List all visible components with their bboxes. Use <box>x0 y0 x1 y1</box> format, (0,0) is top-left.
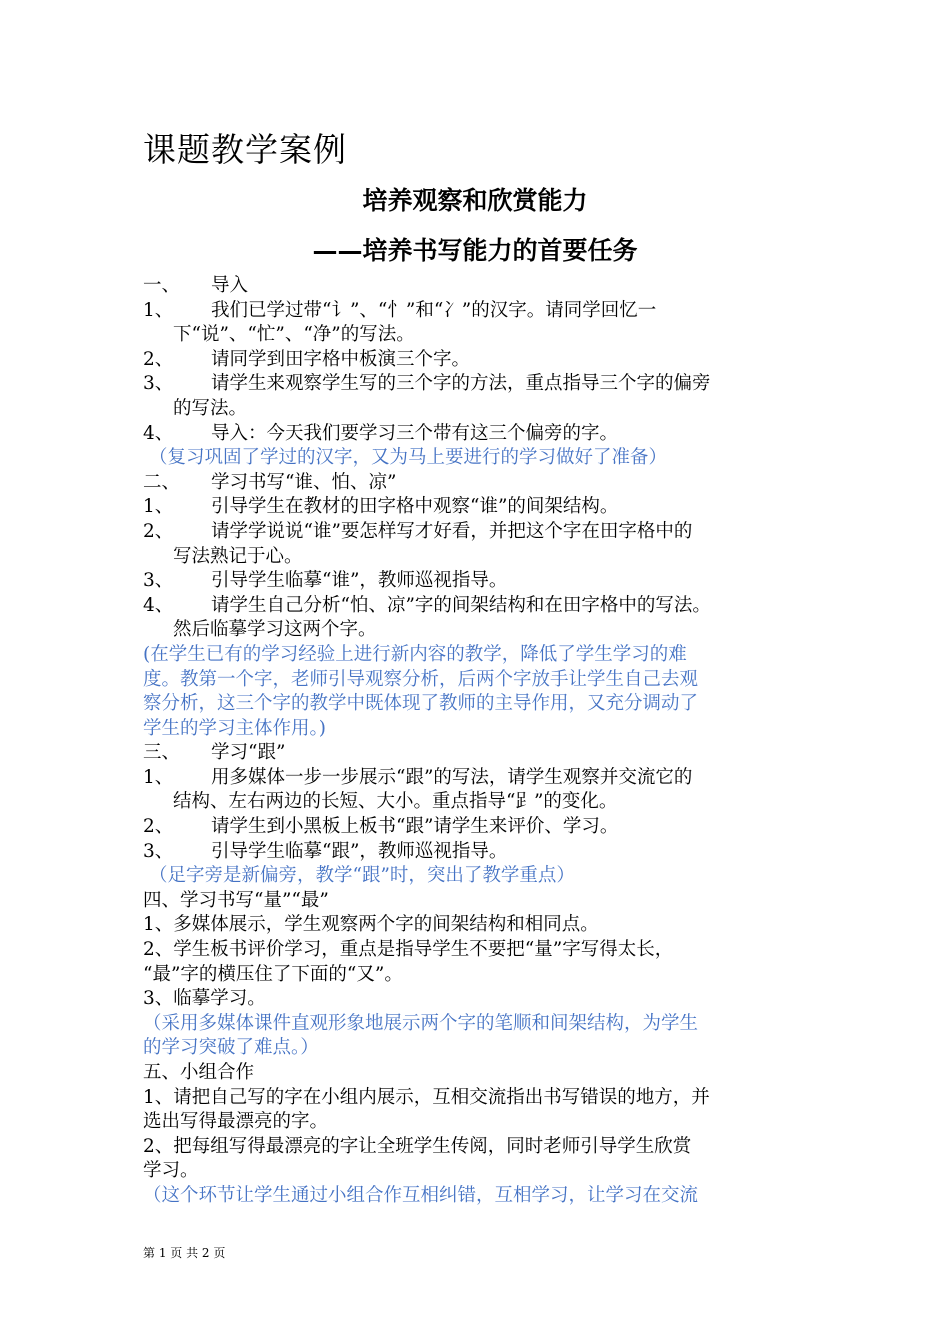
item-number: 2、 <box>143 520 174 542</box>
list-item <box>143 569 811 594</box>
item-continuation: 然后临摹学习这两个字。 <box>173 619 377 641</box>
document-title: 课题教学案例 <box>143 130 347 169</box>
item-text: 用多媒体一步一步展示“跟”的写法，请学生观察并交流它的 <box>211 766 693 788</box>
annotation-note: 度。教第一个字，老师引导观察分析，后两个字放手让学生自己去观 <box>143 668 699 690</box>
section-number: 一、 <box>143 275 181 296</box>
item-text: 请同学到田字格中板演三个字。 <box>211 348 471 370</box>
section-3-heading <box>143 741 811 766</box>
sub-heading: ——培养书写能力的首要任务 <box>312 236 638 265</box>
annotation-note: （这个环节让学生通过小组合作互相纠错，互相学习，让学习在交流 <box>143 1184 699 1206</box>
item-number: 3、 <box>143 840 174 862</box>
item-text: 请学生到小黑板上板书“跟”请学生来评价、学习。 <box>211 816 619 838</box>
list-item <box>143 422 811 447</box>
list-item <box>143 299 811 324</box>
main-heading: 培养观察和欣赏能力 <box>362 186 588 215</box>
item-text: 请学学说说“谁”要怎样写才好看，并把这个字在田字格中的 <box>211 520 693 542</box>
item-text: 请学生来观察学生写的三个字的方法，重点指导三个字的偏旁 <box>211 373 711 395</box>
item-number: 3、 <box>143 373 174 395</box>
item-text: 引导学生临摹“跟”，教师巡视指导。 <box>211 840 508 862</box>
list-item <box>143 495 811 520</box>
item-number: 1、 <box>143 766 174 788</box>
section-title: 学习书写“谁、怕、凉” <box>211 471 397 493</box>
annotation-note: （复习巩固了学过的汉字，又为马上要进行的学习做好了准备） <box>149 447 668 469</box>
section-number: 三、 <box>143 742 181 764</box>
item-number: 4、 <box>143 422 174 444</box>
list-item: 3、临摹学习。 <box>143 988 266 1010</box>
document-body <box>143 274 811 1209</box>
annotation-note: （采用多媒体课件直观形象地展示两个字的笔顺和间架结构，为学生 <box>143 1012 699 1034</box>
list-item: 1、请把自己写的字在小组内展示，互相交流指出书写错误的地方，并 <box>143 1086 710 1108</box>
section-title: 导入 <box>211 275 249 296</box>
section-5-heading: 五、小组合作 <box>143 1062 255 1083</box>
item-number: 2、 <box>143 816 174 838</box>
list-item <box>143 372 811 397</box>
item-number: 3、 <box>143 570 174 592</box>
section-2-heading <box>143 471 811 496</box>
list-item <box>143 766 811 791</box>
item-continuation: 选出写得最漂亮的字。 <box>143 1111 329 1133</box>
annotation-note: (在学生已有的学习经验上进行新内容的教学，降低了学生学习的难 <box>143 643 687 665</box>
item-number: 1、 <box>143 299 174 321</box>
item-text: 引导学生在教材的田字格中观察“谁”的间架结构。 <box>211 496 619 518</box>
item-number: 4、 <box>143 594 174 616</box>
section-number: 二、 <box>143 471 181 493</box>
item-continuation: 写法熟记于心。 <box>173 545 303 567</box>
section-4-heading: 四、学习书写“量”“最” <box>143 889 329 911</box>
list-item <box>143 520 811 545</box>
list-item <box>143 594 811 619</box>
page-footer: 第 1 页 共 2 页 <box>143 1246 226 1260</box>
list-item <box>143 840 811 865</box>
list-item <box>143 815 811 840</box>
item-continuation: 学习。 <box>143 1160 199 1182</box>
list-item <box>143 348 811 373</box>
item-continuation: 结构、左右两边的长短、大小。重点指导“𧾷”的变化。 <box>173 791 618 813</box>
item-text: 我们已学过带“讠”、“忄”和“冫”的汉字。请同学回忆一 <box>211 299 657 321</box>
section-title: 学习“跟” <box>211 742 286 764</box>
item-continuation: 下“说”、“忙”、“净”的写法。 <box>173 324 415 346</box>
annotation-note: 学生的学习主体作用。) <box>143 717 326 739</box>
item-continuation: “最”字的横压住了下面的“又”。 <box>143 963 403 985</box>
list-item: 2、把每组写得最漂亮的字让全班学生传阅，同时老师引导学生欣赏 <box>143 1135 692 1157</box>
item-continuation: 的写法。 <box>173 397 248 419</box>
list-item: 2、学生板书评价学习，重点是指导学生不要把“量”字写得太长， <box>143 939 674 961</box>
item-text: 引导学生临摹“谁”，教师巡视指导。 <box>211 570 508 592</box>
item-text: 导入：今天我们要学习三个带有这三个偏旁的字。 <box>211 422 619 444</box>
section-1-heading <box>143 274 811 299</box>
item-number: 1、 <box>143 496 174 518</box>
list-item: 1、多媒体展示，学生观察两个字的间架结构和相同点。 <box>143 914 599 936</box>
item-number: 2、 <box>143 348 174 370</box>
annotation-note: 的学习突破了难点。） <box>143 1037 319 1059</box>
item-text: 请学生自己分析“怕、凉”字的间架结构和在田字格中的写法。 <box>211 594 711 616</box>
annotation-note: （足字旁是新偏旁，教学“跟”时，突出了教学重点） <box>149 865 575 887</box>
annotation-note: 察分析，这三个字的教学中既体现了教师的主导作用，又充分调动了 <box>143 693 699 715</box>
